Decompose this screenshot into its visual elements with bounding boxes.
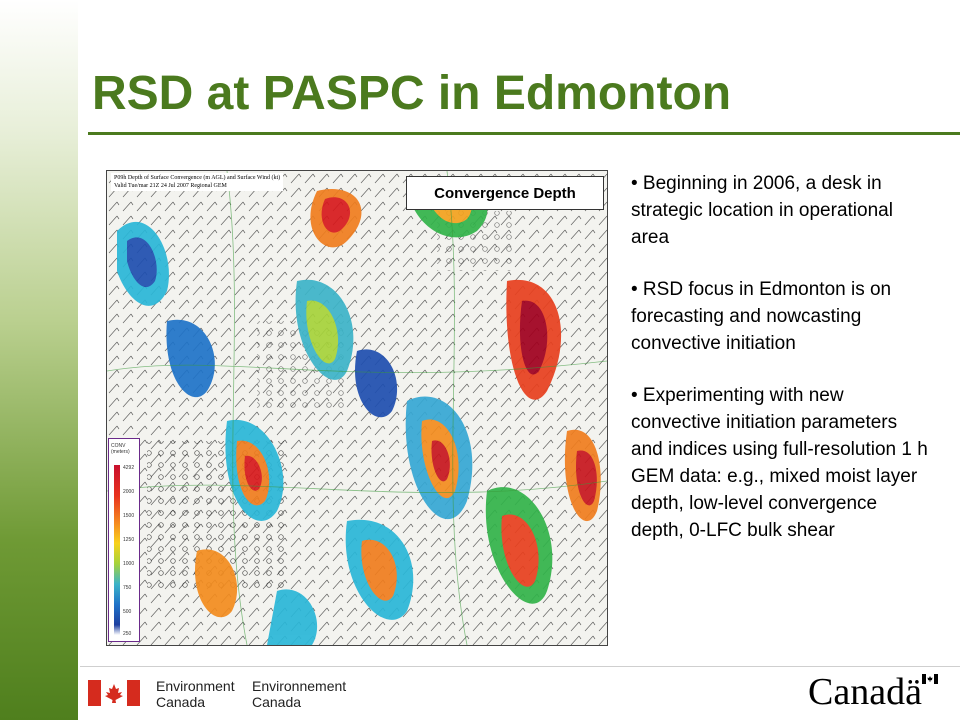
legend-tick: 4292 [123,465,135,471]
legend-tick: 1250 [123,537,135,543]
map-legend [108,438,140,642]
footer-divider [80,666,960,667]
legend-color-bar [114,465,120,635]
department-name-fr-line2: Canada [252,694,302,710]
legend-tick: 1500 [123,513,135,519]
left-gradient-bar [0,0,78,720]
legend-tick: 2000 [123,489,135,495]
map-header-line2: Valid Tue/mar 21Z 24 Jul 2007 Regional GEM [114,183,227,189]
legend-title: CONV (meters) [111,443,130,455]
department-name-en [156,678,235,710]
convergence-map-image [106,170,608,646]
bullet-item: • RSD focus in Edmonton is on forecasting and nowcasting convective initiation [631,279,892,354]
legend-tick: 750 [123,585,132,591]
canada-flag-icon [88,680,140,706]
bullet-item: • Experimenting with new convective initiation parameters and indices using full-resolution 1 h GEM data: e.g., mixed moist layer depth, low-level convergence depth, 0-LFC bulk shear [631,385,928,541]
department-name-fr-line1: Environnement [252,678,347,694]
slide-title: RSD at PASPC in Edmonton [92,67,732,120]
department-name-en-line1: Environment [156,678,235,694]
legend-tick: 500 [123,609,132,615]
legend-tick: 250 [123,631,132,637]
department-name-fr [252,678,346,710]
map-header-line1: P09h Depth of Surface Convergence (m AGL) and Surface Wind (kt) [114,175,281,181]
canada-wordmark: Canadä [808,671,922,713]
title-underline [88,132,960,135]
map-header [111,173,283,191]
legend-tick: 1000 [123,561,135,567]
bullet-item: • Beginning in 2006, a desk in strategic location in operational area [631,173,893,248]
bullet-list [631,170,931,569]
convergence-map-graphic [107,171,607,645]
department-name-en-line2: Canada [156,694,206,710]
convergence-depth-label: Convergence Depth [406,176,604,210]
wordmark-flag-icon [922,674,938,684]
